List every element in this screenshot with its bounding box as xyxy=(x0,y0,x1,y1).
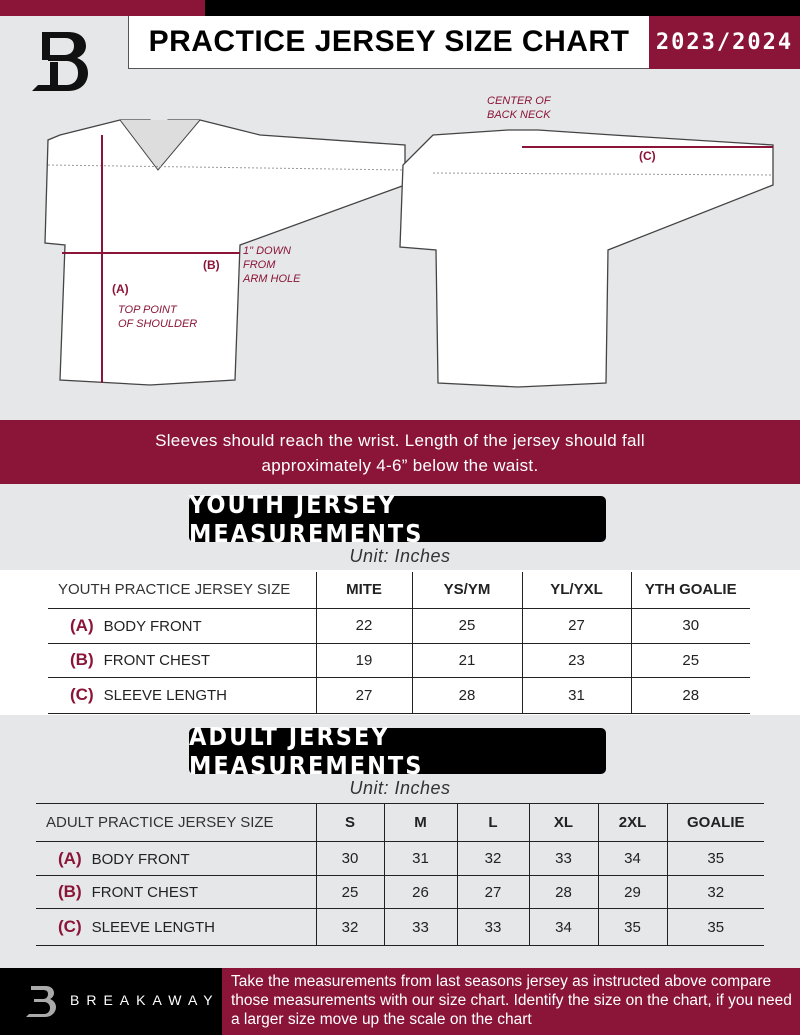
column-header: YL/YXL xyxy=(522,572,631,608)
adult-section-title: ADULT JERSEY MEASUREMENTS xyxy=(189,728,606,774)
cell: 22 xyxy=(316,608,412,643)
cell: 32 xyxy=(667,876,764,909)
table-row xyxy=(48,643,750,677)
back-jersey-diagram xyxy=(398,125,778,390)
cell: 31 xyxy=(522,677,631,713)
row-label: BODY FRONT xyxy=(91,850,190,868)
row-label: SLEEVE LENGTH xyxy=(91,919,215,936)
cell: 25 xyxy=(316,876,384,909)
cell: 30 xyxy=(631,608,750,643)
label-a: (A) xyxy=(112,282,129,296)
row-key: (A) xyxy=(70,615,94,635)
breakaway-logo xyxy=(28,28,94,96)
column-header: L xyxy=(457,804,529,842)
footer-instructions: Take the measurements from last seasons jersey as instructed above compare those measurements with our size chart. Identify the size on the chart, if you need a larger size move up the scale on the chart xyxy=(222,968,800,1035)
youth-section-title: YOUTH JERSEY MEASUREMENTS xyxy=(189,496,606,542)
cell: 34 xyxy=(598,842,667,876)
row-label: BODY FRONT xyxy=(103,617,202,635)
cell: 27 xyxy=(522,608,631,643)
top-bar-accent xyxy=(0,0,205,16)
row-key: (B) xyxy=(70,650,94,669)
column-header: GOALIE xyxy=(667,804,764,842)
cell: 23 xyxy=(522,643,631,677)
table-row xyxy=(48,677,750,713)
column-header: ADULT PRACTICE JERSEY SIZE xyxy=(36,804,316,842)
note-c: CENTER OF BACK NECK xyxy=(487,95,551,121)
adult-size-table xyxy=(36,803,764,946)
row-label: FRONT CHEST xyxy=(91,884,199,901)
cell: 31 xyxy=(384,842,457,876)
fit-advice xyxy=(0,420,800,484)
table-header-row xyxy=(48,572,750,608)
row-label: SLEEVE LENGTH xyxy=(103,687,227,704)
column-header: YTH GOALIE xyxy=(631,572,750,608)
cell: 28 xyxy=(529,876,598,909)
cell: 25 xyxy=(412,608,522,643)
label-b: (B) xyxy=(203,258,220,272)
column-header: 2XL xyxy=(598,804,667,842)
table-row xyxy=(36,909,764,946)
table-row xyxy=(48,608,750,643)
cell: 35 xyxy=(598,909,667,946)
note-b: 1" DOWN FROM ARM HOLE xyxy=(243,245,301,285)
column-header: MITE xyxy=(316,572,412,608)
note-a: TOP POINT OF SHOULDER xyxy=(118,304,198,330)
cell: 34 xyxy=(529,909,598,946)
column-header: XL xyxy=(529,804,598,842)
top-bar xyxy=(205,0,800,16)
cell: 19 xyxy=(316,643,412,677)
column-header: S xyxy=(316,804,384,842)
brand-name: BREAKAWAY xyxy=(70,992,220,1008)
cell: 27 xyxy=(457,876,529,909)
cell: 26 xyxy=(384,876,457,909)
youth-size-table xyxy=(48,572,750,714)
table-row xyxy=(36,876,764,909)
adult-unit: Unit: Inches xyxy=(349,778,451,798)
row-label: FRONT CHEST xyxy=(103,652,211,669)
cell: 29 xyxy=(598,876,667,909)
column-header: M xyxy=(384,804,457,842)
row-key: (C) xyxy=(70,685,94,704)
cell: 33 xyxy=(384,909,457,946)
cell: 28 xyxy=(412,677,522,713)
front-jersey-diagram xyxy=(40,115,410,395)
cell: 33 xyxy=(457,909,529,946)
cell: 30 xyxy=(316,842,384,876)
table-row xyxy=(36,842,764,876)
row-key: (C) xyxy=(58,917,82,936)
column-header: YOUTH PRACTICE JERSEY SIZE xyxy=(48,572,316,608)
season-label: 2023/2024 xyxy=(649,16,800,69)
row-key: (A) xyxy=(58,848,82,868)
cell: 35 xyxy=(667,842,764,876)
table-header-row xyxy=(36,804,764,842)
breakaway-logo-small xyxy=(24,984,58,1020)
advice-line-2: approximately 4-6” below the waist. xyxy=(261,456,539,475)
cell: 32 xyxy=(457,842,529,876)
cell: 28 xyxy=(631,677,750,713)
label-c: (C) xyxy=(639,149,656,163)
cell: 21 xyxy=(412,643,522,677)
page-title: PRACTICE JERSEY SIZE CHART xyxy=(128,16,650,69)
cell: 32 xyxy=(316,909,384,946)
advice-line-1: Sleeves should reach the wrist. Length of the jersey should fall xyxy=(155,431,645,450)
youth-unit: Unit: Inches xyxy=(349,546,451,566)
cell: 33 xyxy=(529,842,598,876)
row-key: (B) xyxy=(58,882,82,901)
column-header: YS/YM xyxy=(412,572,522,608)
cell: 35 xyxy=(667,909,764,946)
cell: 25 xyxy=(631,643,750,677)
cell: 27 xyxy=(316,677,412,713)
